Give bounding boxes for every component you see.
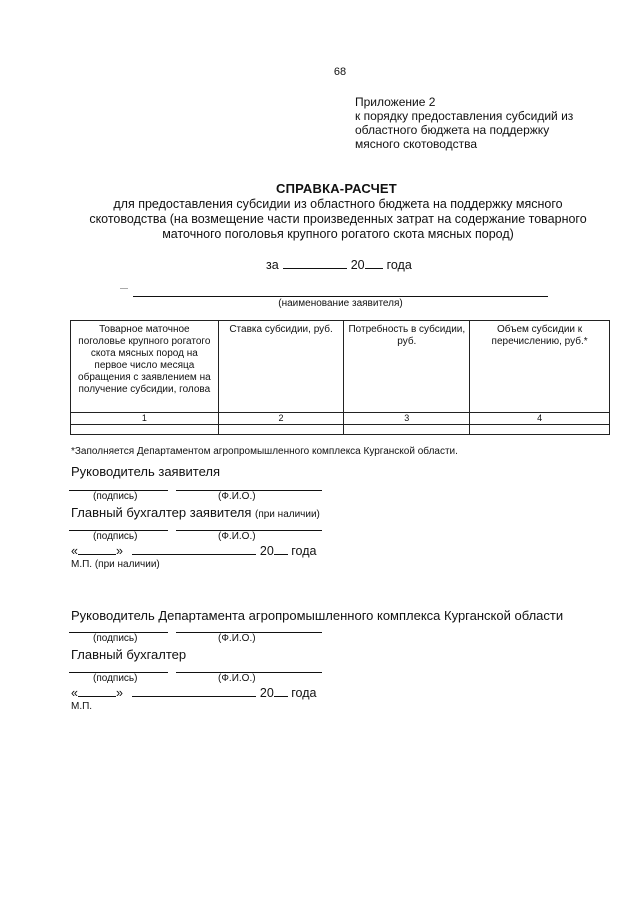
- table-cell: [71, 425, 219, 435]
- header-amount: Объем субсидии к перечислению, руб.*: [470, 321, 610, 413]
- name-caption: (Ф.И.О.): [218, 531, 256, 542]
- period-year-prefix: 20: [350, 258, 365, 272]
- period-line: [266, 258, 412, 272]
- signature-caption: (подпись): [93, 633, 138, 644]
- margin-tick: [120, 288, 128, 289]
- column-number: 4: [470, 413, 610, 425]
- month-blank: [132, 686, 256, 697]
- date-open-quote: «: [71, 686, 78, 700]
- table-cell: [470, 425, 610, 435]
- appendix-line-2: к порядку предоставления субсидий из: [355, 109, 574, 123]
- day-blank: [78, 544, 116, 555]
- day-blank: [78, 686, 116, 697]
- year-suffix: года: [291, 544, 317, 558]
- month-blank: [132, 544, 256, 555]
- applicant-name-line: [133, 296, 548, 297]
- date-open-quote: «: [71, 544, 78, 558]
- calculation-table: [70, 320, 610, 435]
- table-number-row: [71, 413, 610, 425]
- accountant-note: (при наличии): [255, 509, 320, 520]
- year-prefix: 20: [259, 686, 274, 700]
- period-year-blank: [365, 258, 383, 269]
- year-prefix: 20: [259, 544, 274, 558]
- signature-caption: (подпись): [93, 491, 138, 502]
- department-accountant-title: Главный бухгалтер: [71, 647, 187, 662]
- appendix-line-3: областного бюджета на поддержку: [355, 123, 550, 137]
- applicant-caption: (наименование заявителя): [278, 298, 403, 309]
- page-number: 68: [333, 66, 347, 78]
- signature-caption: (подпись): [93, 531, 138, 542]
- stamp-note: М.П.: [71, 701, 93, 712]
- table-header-row: [71, 321, 610, 413]
- header-rate: Ставка субсидии, руб.: [218, 321, 344, 413]
- header-livestock: Товарное маточное поголовье крупного рогатого скота мясных пород на первое число месяца обращения с заявлением на получение субсидии, голова: [71, 321, 219, 413]
- department-head-title: Руководитель Департамента агропромышленного комплекса Курганской области: [71, 608, 564, 623]
- name-caption: (Ф.И.О.): [218, 633, 256, 644]
- applicant-date: [71, 544, 316, 558]
- department-date: [71, 686, 316, 700]
- subtitle-line-2: скотоводства (на возмещение части произведенных затрат на содержание товарного: [89, 212, 587, 226]
- appendix-line-4: мясного скотоводства: [355, 137, 478, 151]
- subtitle-line-1: для предоставления субсидии из областного бюджета на поддержку мясного: [113, 197, 563, 211]
- table-data-row: [71, 425, 610, 435]
- stamp-note: М.П. (при наличии): [71, 559, 160, 570]
- year-blank: [274, 686, 288, 697]
- date-close-quote: »: [115, 686, 123, 700]
- document-title: СПРАВКА-РАСЧЕТ: [276, 181, 397, 196]
- header-need: Потребность в субсидии, руб.: [344, 321, 470, 413]
- table-cell: [218, 425, 344, 435]
- footnote: *Заполняется Департаментом агропромышленного комплекса Курганской области.: [71, 446, 458, 457]
- column-number: 2: [218, 413, 344, 425]
- applicant-accountant: [71, 505, 320, 520]
- period-prefix: за: [266, 258, 279, 272]
- column-number: 1: [71, 413, 219, 425]
- name-caption: (Ф.И.О.): [218, 673, 256, 684]
- appendix-note: [355, 95, 625, 151]
- document-subtitle: [78, 197, 598, 242]
- column-number: 3: [344, 413, 470, 425]
- accountant-title: Главный бухгалтер заявителя: [71, 505, 252, 520]
- appendix-line-1: Приложение 2: [355, 95, 436, 109]
- signature-caption: (подпись): [93, 673, 138, 684]
- table-cell: [344, 425, 470, 435]
- year-suffix: года: [291, 686, 317, 700]
- name-caption: (Ф.И.О.): [218, 491, 256, 502]
- subtitle-line-3: маточного поголовья крупного рогатого скота мясных пород): [162, 227, 514, 241]
- year-blank: [274, 544, 288, 555]
- applicant-head-title: Руководитель заявителя: [71, 464, 220, 479]
- date-close-quote: »: [115, 544, 123, 558]
- period-suffix: года: [386, 258, 412, 272]
- period-blank: [283, 258, 347, 269]
